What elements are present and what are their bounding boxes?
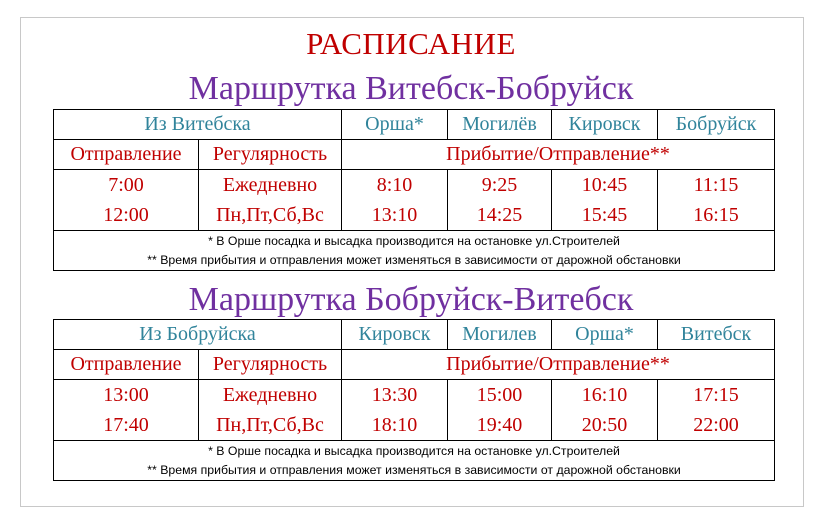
stop-time: 13:10: [371, 204, 418, 226]
time-cell: [342, 380, 448, 441]
departure-time: 7:00: [108, 174, 144, 196]
stop-header: Могилев: [448, 320, 552, 350]
stop-time: 16:10: [581, 384, 628, 406]
table-header-row: [54, 320, 775, 350]
time-cell: [552, 170, 658, 231]
regularity-header: Регулярность: [199, 350, 342, 380]
departure-header: Отправление: [54, 350, 199, 380]
arrival-header: Прибытие/Отправление**: [342, 140, 775, 170]
time-cell: [342, 170, 448, 231]
stop-time: 16:15: [693, 204, 739, 226]
regularity-cell: [199, 380, 342, 441]
page-title: РАСПИСАНИЕ: [306, 26, 516, 61]
departure-cell: [54, 170, 199, 231]
schedule-table: [53, 319, 775, 481]
table-header-row: [54, 110, 775, 140]
trips-row: [54, 380, 775, 441]
stop-time: 19:40: [476, 414, 523, 436]
time-cell: [448, 380, 552, 441]
stop-time: 14:25: [476, 204, 523, 226]
stop-time: 17:15: [693, 384, 739, 406]
regularity-value: Пн,Пт,Сб,Вс: [216, 414, 324, 436]
regularity-header: Регулярность: [199, 140, 342, 170]
regularity-cell: [199, 170, 342, 231]
time-cell: [552, 380, 658, 441]
footnote: ** Время прибытия и отправления может изменяться в зависимости от дарожной обстановки: [147, 252, 681, 267]
footnote: ** Время прибытия и отправления может изменяться в зависимости от дарожной обстановки: [147, 462, 681, 477]
stop-header: Кировск: [552, 110, 658, 140]
origin-header: Из Бобруйска: [54, 320, 342, 350]
stop-header: Могилёв: [448, 110, 552, 140]
stop-header: Орша*: [552, 320, 658, 350]
notes-cell: [54, 231, 775, 271]
time-cell: [658, 380, 775, 441]
departure-time: 12:00: [103, 204, 149, 226]
table-subheader-row: [54, 350, 775, 380]
notes-cell: [54, 441, 775, 481]
departure-header: Отправление: [54, 140, 199, 170]
time-cell: [658, 170, 775, 231]
regularity-value: Ежедневно: [222, 384, 318, 406]
route-title: Маршрутка Витебск-Бобруйск: [188, 70, 634, 107]
stop-header: Витебск: [658, 320, 775, 350]
departure-time: 13:00: [103, 384, 149, 406]
regularity-value: Пн,Пт,Сб,Вс: [216, 204, 324, 226]
departure-time: 17:40: [103, 414, 149, 436]
stop-header: Бобруйск: [658, 110, 775, 140]
stop-time: 22:00: [693, 414, 739, 436]
stop-time: 11:15: [693, 174, 739, 196]
arrival-header: Прибытие/Отправление**: [342, 350, 775, 380]
footnote: * В Орше посадка и высадка производится на остановке ул.Строителей: [208, 233, 620, 248]
time-cell: [448, 170, 552, 231]
stop-time: 15:00: [476, 384, 523, 406]
regularity-value: Ежедневно: [222, 174, 318, 196]
route-title: Маршрутка Бобруйск-Витебск: [188, 281, 634, 318]
stop-time: 13:30: [371, 384, 418, 406]
stop-time: 18:10: [371, 414, 418, 436]
trips-row: [54, 170, 775, 231]
stop-time: 9:25: [481, 174, 518, 196]
stop-time: 15:45: [581, 204, 628, 226]
stop-time: 8:10: [376, 174, 413, 196]
departure-cell: [54, 380, 199, 441]
schedule-table: [53, 109, 775, 271]
footnote: * В Орше посадка и высадка производится на остановке ул.Строителей: [208, 443, 620, 458]
stop-time: 10:45: [581, 174, 628, 196]
notes-row: [54, 441, 775, 481]
table-subheader-row: [54, 140, 775, 170]
stop-time: 20:50: [581, 414, 628, 436]
stop-header: Орша*: [342, 110, 448, 140]
origin-header: Из Витебска: [54, 110, 342, 140]
notes-row: [54, 231, 775, 271]
stop-header: Кировск: [342, 320, 448, 350]
